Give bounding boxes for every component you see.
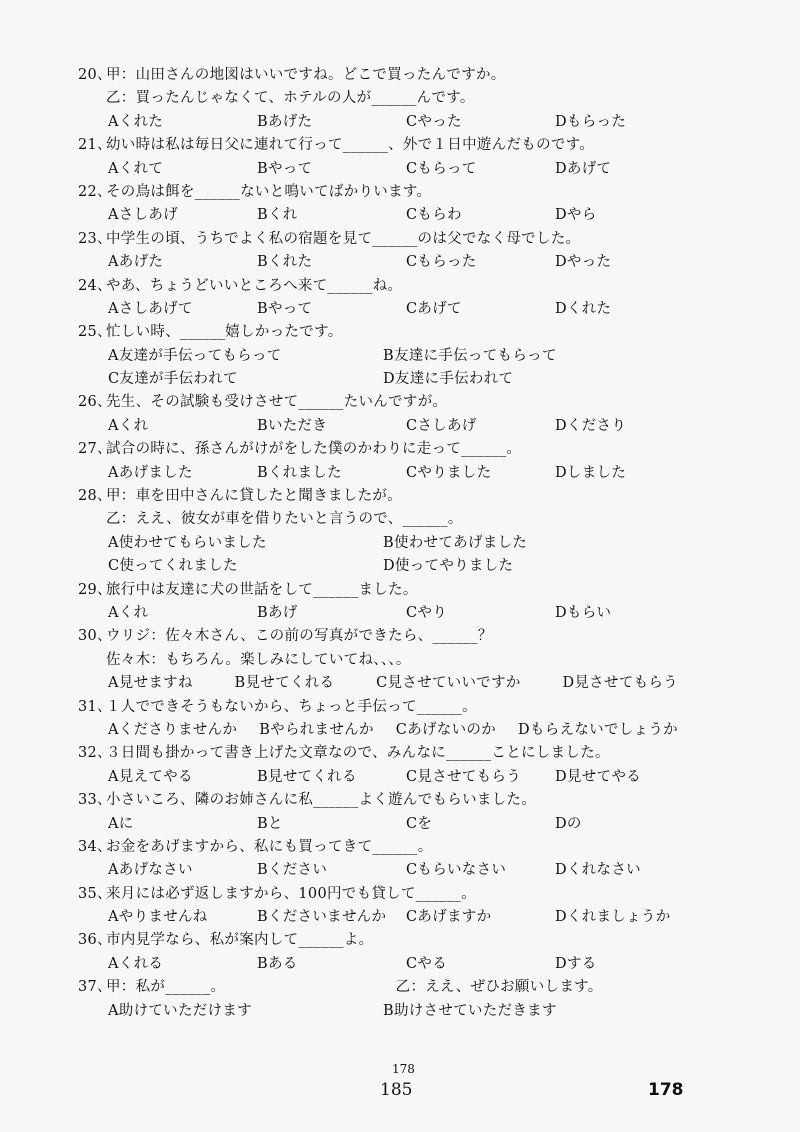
question-text: 市内見学なら、私が案内して______よ。 (106, 932, 374, 949)
question-item (78, 275, 718, 322)
answer-option[interactable]: B助けさせていただきます (383, 1002, 557, 1019)
question-stem (78, 64, 718, 87)
question-text: 先生、その試験も受けさせて______たいんですが。 (106, 394, 448, 411)
answer-option[interactable]: Bやって (257, 160, 313, 177)
question-text: 小さいころ、隣のお姉さんに私______よく遊んでもらいました。 (106, 792, 537, 809)
answer-option[interactable]: B使わせてあげました (383, 534, 528, 551)
answer-option[interactable]: Dする (555, 955, 597, 972)
answer-option[interactable]: Bくれた (257, 254, 313, 271)
question-stem (78, 391, 718, 414)
question-item (78, 64, 718, 134)
answer-option[interactable]: Aくれて (108, 160, 164, 177)
answer-option[interactable]: Bやられませんか (259, 721, 374, 738)
answer-option[interactable]: Bくれ (257, 207, 298, 224)
answer-option[interactable]: A助けていただけます (108, 1002, 252, 1019)
answer-options (78, 555, 718, 578)
question-stem (78, 976, 718, 999)
answer-option[interactable]: Dくれた (555, 300, 612, 317)
question-item (78, 321, 718, 391)
question-number: 20、 (78, 67, 112, 83)
answer-option[interactable]: B見せてくれる (234, 675, 335, 692)
answer-option[interactable]: C友達が手伝われて (108, 371, 238, 388)
answer-options (78, 204, 718, 227)
answer-options (78, 813, 718, 836)
answer-option[interactable]: Cを (406, 815, 433, 832)
question-stem (78, 929, 718, 952)
question-number: 37、 (78, 979, 112, 996)
answer-option[interactable]: Bある (257, 955, 298, 972)
question-stem (78, 789, 718, 812)
answer-options (78, 1000, 718, 1023)
answer-option[interactable]: Dの (555, 815, 582, 832)
question-stem (78, 275, 718, 298)
question-dialog-line (78, 508, 718, 531)
answer-options (78, 953, 718, 976)
question-number: 22、 (78, 183, 112, 200)
question-number: 21、 (78, 137, 112, 154)
answer-option[interactable]: Cもらいなさい (406, 862, 507, 879)
answer-option[interactable]: D使ってやりました (383, 558, 514, 575)
answer-option[interactable]: A使わせてもらいました (108, 534, 267, 551)
question-number: 28、 (78, 488, 112, 505)
question-text: 来月には必ず返しますから、100円でも貸して______。 (106, 885, 476, 902)
answer-option[interactable]: Dもらい (555, 604, 612, 621)
answer-options (78, 906, 718, 929)
answer-option[interactable]: Aくれ (108, 417, 149, 434)
answer-option[interactable]: Cやり (406, 604, 447, 621)
answer-option[interactable]: Dくれましょうか (555, 909, 671, 926)
answer-option[interactable]: Bあげた (257, 113, 313, 130)
question-stem (78, 625, 718, 648)
question-item (78, 228, 718, 275)
answer-option[interactable]: Dもらった (555, 113, 627, 130)
answer-option[interactable]: Bあげ (257, 604, 298, 621)
answer-option[interactable]: D友達に手伝われて (383, 371, 514, 388)
answer-option[interactable]: Bいただき (257, 417, 328, 434)
question-stem (78, 836, 718, 859)
answer-option[interactable]: Dもらえないでしょうか (518, 721, 678, 738)
answer-option[interactable]: Cあげないのか (395, 721, 496, 738)
answer-option[interactable]: Cあげますか (406, 909, 492, 926)
question-stem (78, 742, 718, 765)
question-text: 乙：ええ、彼女が車を借りたいと言うので、______。 (106, 511, 463, 528)
question-item (78, 391, 718, 438)
answer-option[interactable]: C見させていいですか (376, 675, 521, 692)
question-number: 35、 (78, 885, 112, 902)
question-text: お金をあげますから、私にも買ってきて______。 (106, 838, 433, 855)
question-text: 幼い時は私は毎日父に連れて行って______、外で１日中遊んだものです。 (106, 137, 595, 154)
answer-options (78, 672, 678, 695)
answer-option[interactable]: A見せますね (108, 675, 193, 692)
answer-option[interactable]: Bください (257, 862, 328, 879)
answer-options (78, 859, 718, 882)
answer-options (78, 719, 678, 742)
question-number: 36、 (78, 932, 112, 949)
answer-option[interactable]: C使ってくれました (108, 558, 238, 575)
question-number: 34、 (78, 838, 112, 855)
answer-options (78, 368, 718, 391)
answer-options (78, 251, 718, 274)
answer-options (78, 766, 718, 789)
answer-option[interactable]: D見させてもらう (562, 675, 678, 692)
answer-option[interactable]: Aくださりませんか (108, 721, 238, 738)
page-number-middle: 185 (380, 1080, 413, 1100)
question-item (78, 742, 718, 789)
answer-option[interactable]: Cあげて (406, 300, 462, 317)
answer-option[interactable]: Bくれました (257, 464, 342, 481)
question-item (78, 625, 718, 695)
question-item (78, 579, 718, 626)
answer-option[interactable]: C見させてもらう (406, 768, 521, 785)
question-item (78, 485, 718, 579)
answer-option[interactable]: Bと (257, 815, 283, 832)
answer-option[interactable]: Aに (108, 815, 134, 832)
answer-option[interactable]: Aあげました (108, 464, 193, 481)
answer-options (78, 602, 718, 625)
answer-option[interactable]: Dやら (555, 207, 597, 224)
answer-option[interactable]: B見せてくれる (257, 768, 357, 785)
answer-options (78, 532, 718, 555)
question-stem (78, 485, 718, 508)
answer-option[interactable]: Cやった (406, 113, 462, 130)
answer-option[interactable]: Cもらって (406, 160, 477, 177)
answer-option[interactable]: Dあげて (555, 160, 612, 177)
question-stem (78, 134, 718, 157)
question-number: 24、 (78, 277, 112, 294)
question-item (78, 438, 718, 485)
question-text: 甲：車を田中さんに貸したと聞きましたが。 (106, 488, 402, 505)
question-item (78, 181, 718, 228)
question-number: 25、 (78, 324, 112, 341)
answer-option[interactable]: Bくださいませんか (257, 909, 387, 926)
question-list (78, 64, 718, 1023)
answer-options (78, 158, 718, 181)
answer-option[interactable]: Aさしあげ (108, 207, 178, 224)
question-text: 忙しい時、______嬉しかったです。 (106, 324, 343, 341)
answer-options (78, 298, 718, 321)
answer-option[interactable]: Bやって (257, 300, 313, 317)
answer-option[interactable]: Cもらった (406, 254, 477, 271)
answer-option[interactable]: A見えてやる (108, 768, 193, 785)
answer-option[interactable]: Aあげた (108, 254, 164, 271)
question-item (78, 976, 718, 1023)
question-stem (78, 228, 718, 251)
question-text: １人でできそうもないから、ちょっと手伝って______。 (106, 698, 477, 715)
answer-option[interactable]: Cもらわ (406, 207, 462, 224)
answer-options (78, 415, 718, 438)
question-stem (78, 883, 718, 906)
answer-option[interactable]: Cさしあげ (406, 417, 477, 434)
question-text: やあ、ちょうどいいところへ来て______ね。 (106, 277, 403, 294)
answer-option[interactable]: Dくれなさい (555, 862, 641, 879)
question-text: 試合の時に、孫さんがけがをした僕のかわりに走って______。 (106, 441, 522, 458)
answer-option[interactable]: Aあげなさい (108, 862, 193, 879)
question-number: 32、 (78, 745, 112, 762)
question-number: 33、 (78, 792, 112, 809)
question-text: 乙：買ったんじゃなくて、ホテルの人が______んです。 (106, 90, 475, 107)
question-number: 30、 (78, 628, 112, 645)
question-text: その鳥は餌を______ないと鳴いてばかりいます。 (106, 183, 432, 200)
answer-option[interactable]: Dやった (555, 254, 612, 271)
question-dialog-line (78, 87, 718, 110)
answer-options (78, 462, 718, 485)
question-text: 佐々木：もちろん。楽しみにしていてね、、、。 (106, 651, 411, 668)
answer-option[interactable]: A友達が手伝ってもらって (108, 347, 282, 364)
answer-option[interactable]: Aくれ (108, 604, 149, 621)
question-number: 23、 (78, 230, 112, 247)
question-stem (78, 181, 718, 204)
question-stem (78, 321, 718, 344)
question-number: 31、 (78, 698, 112, 715)
question-text: 旅行中は友達に犬の世話をして______ました。 (106, 581, 418, 598)
answer-option[interactable]: D見せてやる (555, 768, 641, 785)
page-number-small: 178 (392, 1062, 415, 1076)
question-number: 27、 (78, 441, 112, 458)
question-stem (78, 579, 718, 602)
question-stem (78, 696, 718, 719)
question-item (78, 696, 718, 743)
page-number-bold: 178 (648, 1080, 684, 1100)
question-item (78, 134, 718, 181)
question-text: 中学生の頃、うちでよく私の宿題を見て______のは父でなく母でした。 (106, 230, 581, 247)
answer-option[interactable]: Aさしあげて (108, 300, 193, 317)
answer-option[interactable]: Cやる (406, 955, 447, 972)
question-stem (78, 438, 718, 461)
answer-options (78, 111, 718, 134)
question-item (78, 883, 718, 930)
question-item (78, 789, 718, 836)
answer-option[interactable]: Dしました (555, 464, 627, 481)
question-text: 甲：山田さんの地図はいいですね。どこで買ったんですか。 (106, 67, 506, 83)
answer-option[interactable]: Dくださり (555, 417, 627, 434)
question-item (78, 836, 718, 883)
question-text: 甲：私が______。 乙：ええ、ぜひお願いします。 (106, 979, 603, 996)
answer-option[interactable]: Cやりました (406, 464, 492, 481)
answer-option[interactable]: Aくれた (108, 113, 164, 130)
answer-option[interactable]: B友達に手伝ってもらって (383, 347, 557, 364)
question-text: ウリジ：佐々木さん、この前の写真ができたら、______？ (106, 628, 493, 645)
question-item (78, 929, 718, 976)
question-number: 26、 (78, 394, 112, 411)
question-dialog-line (78, 649, 718, 672)
question-number: 29、 (78, 581, 112, 598)
answer-option[interactable]: Aやりませんね (108, 909, 208, 926)
question-text: ３日間も掛かって書き上げた文章なので、みんなに______ことにしました。 (106, 745, 610, 762)
answer-option[interactable]: Aくれる (108, 955, 164, 972)
answer-options (78, 345, 718, 368)
